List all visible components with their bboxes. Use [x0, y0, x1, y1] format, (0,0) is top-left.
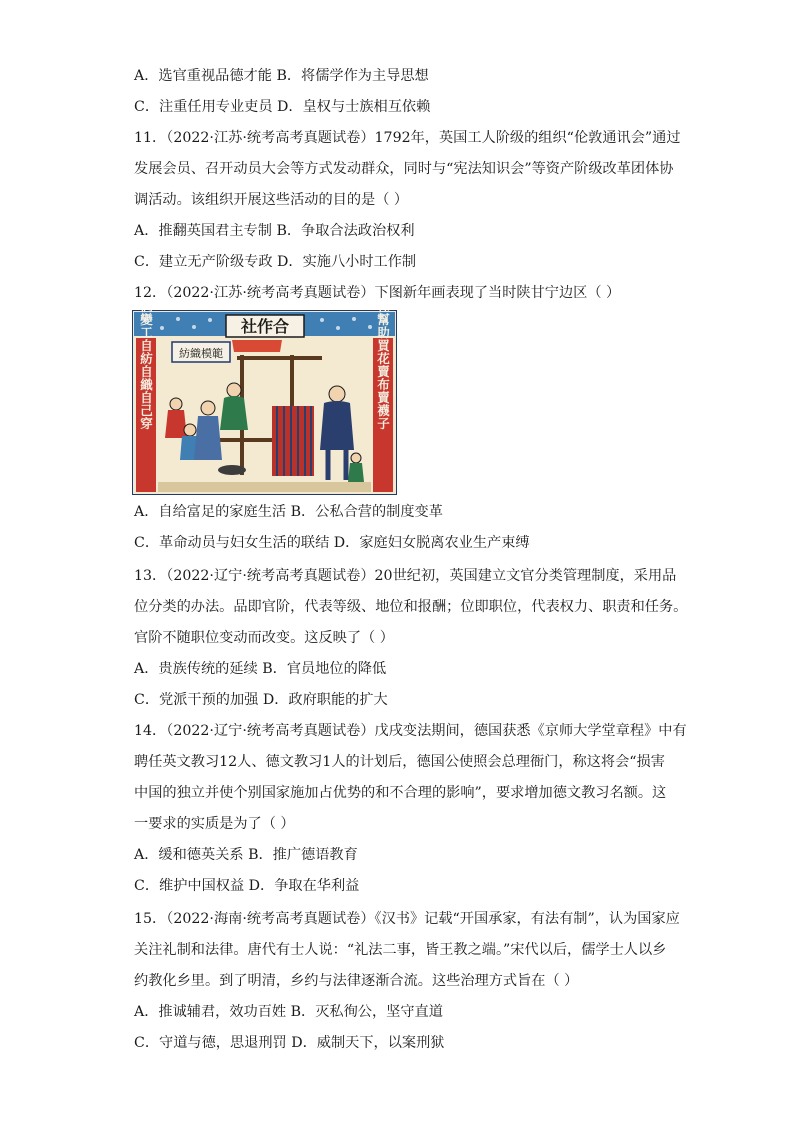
q12-options-cd: C．革命动员与妇女生活的联结 D．家庭妇女脱离农业生产束缚: [134, 535, 530, 551]
q13-options-ab: A．贵族传统的延续 B．官员地位的降低: [134, 661, 387, 677]
print-right-strip-text: 合作社幫助買花賣布賣襪子: [375, 310, 391, 430]
q14-stem-line-3: 中国的独立并使个别国家施加占优势的和不合理的影响”，要求增加德文教习名额。这: [134, 785, 667, 801]
q11-stem-line-2: 发展会员、召开动员大会等方式发动群众，同时与“宪法知识会”等资产阶级改革团体协: [134, 161, 674, 177]
q14-stem-line-2: 聘任英文教习12人、德文教习1人的计划后，德国公使照会总理衙门，称这将会“损害: [134, 754, 665, 770]
q13-stem-line-2: 位分类的办法。品即官阶，代表等级、地位和报酬；位即职位，代表权力、职责和任务。: [134, 599, 688, 615]
q11-stem-line-1: 11．（2022·江苏·统考高考真题试卷）1792年，英国工人阶级的组织“伦敦通讯会”通过: [134, 130, 681, 146]
print-left-strip-text: 婦女們變工自紡自織自己穿: [138, 310, 154, 430]
print-banner-text: 社作合: [240, 317, 290, 336]
q15-options-ab: A．推诚辅君，效功百姓 B．灭私徇公，坚守直道: [134, 1004, 443, 1020]
q12-stem-line-1: 12．（2022·江苏·统考高考真题试卷）下图新年画表现了当时陕甘宁边区（ ）: [134, 285, 621, 301]
q14-stem-line-1: 14．（2022·辽宁·统考高考真题试卷）戊戌变法期间，德国获悉《京师大学堂章程》中有: [134, 723, 687, 739]
q11-options-ab: A．推翻英国君主专制 B．争取合法政治权利: [134, 223, 415, 239]
q15-stem-line-2: 关注礼制和法律。唐代有士人说：“礼法二事，皆王教之端。”宋代以后，儒学士人以乡: [134, 942, 667, 958]
q15-stem-line-3: 约教化乡里。到了明清，乡约与法律逐渐合流。这些治理方式旨在（ ）: [134, 973, 579, 989]
q11-options-cd: C．建立无产阶级专政 D．实施八小时工作制: [134, 254, 417, 270]
print-sign-text: 紡織模範: [179, 347, 223, 360]
q13-stem-line-3: 官阶不随职位变动而改变。这反映了（ ）: [134, 630, 394, 646]
q14-stem-line-4: 一要求的实质是为了（ ）: [134, 816, 295, 832]
q10-options-ab: A．选官重视品德才能 B．将儒学作为主导思想: [134, 68, 429, 84]
q15-options-cd: C．守道与德，思退刑罚 D．威制天下，以案刑狱: [134, 1035, 445, 1051]
q14-options-cd: C．维护中国权益 D．争取在华利益: [134, 878, 360, 894]
q12-options-ab: A．自给富足的家庭生活 B．公私合营的制度变革: [134, 504, 443, 520]
new-year-print-image: [132, 310, 397, 495]
q13-stem-line-1: 13．（2022·辽宁·统考高考真题试卷）20世纪初，英国建立文官分类管理制度，采用品: [134, 568, 677, 584]
q15-stem-line-1: 15．（2022·海南·统考高考真题试卷）《汉书》记载“开国承家，有法有制”，认为国家应: [134, 911, 680, 927]
q13-options-cd: C．党派干预的加强 D．政府职能的扩大: [134, 692, 388, 708]
q10-options-cd: C．注重任用专业吏员 D．皇权与士族相互依赖: [134, 99, 431, 115]
q11-stem-line-3: 调活动。该组织开展这些活动的目的是（ ）: [134, 192, 409, 208]
q14-options-ab: A．缓和德英关系 B．推广德语教育: [134, 847, 358, 863]
